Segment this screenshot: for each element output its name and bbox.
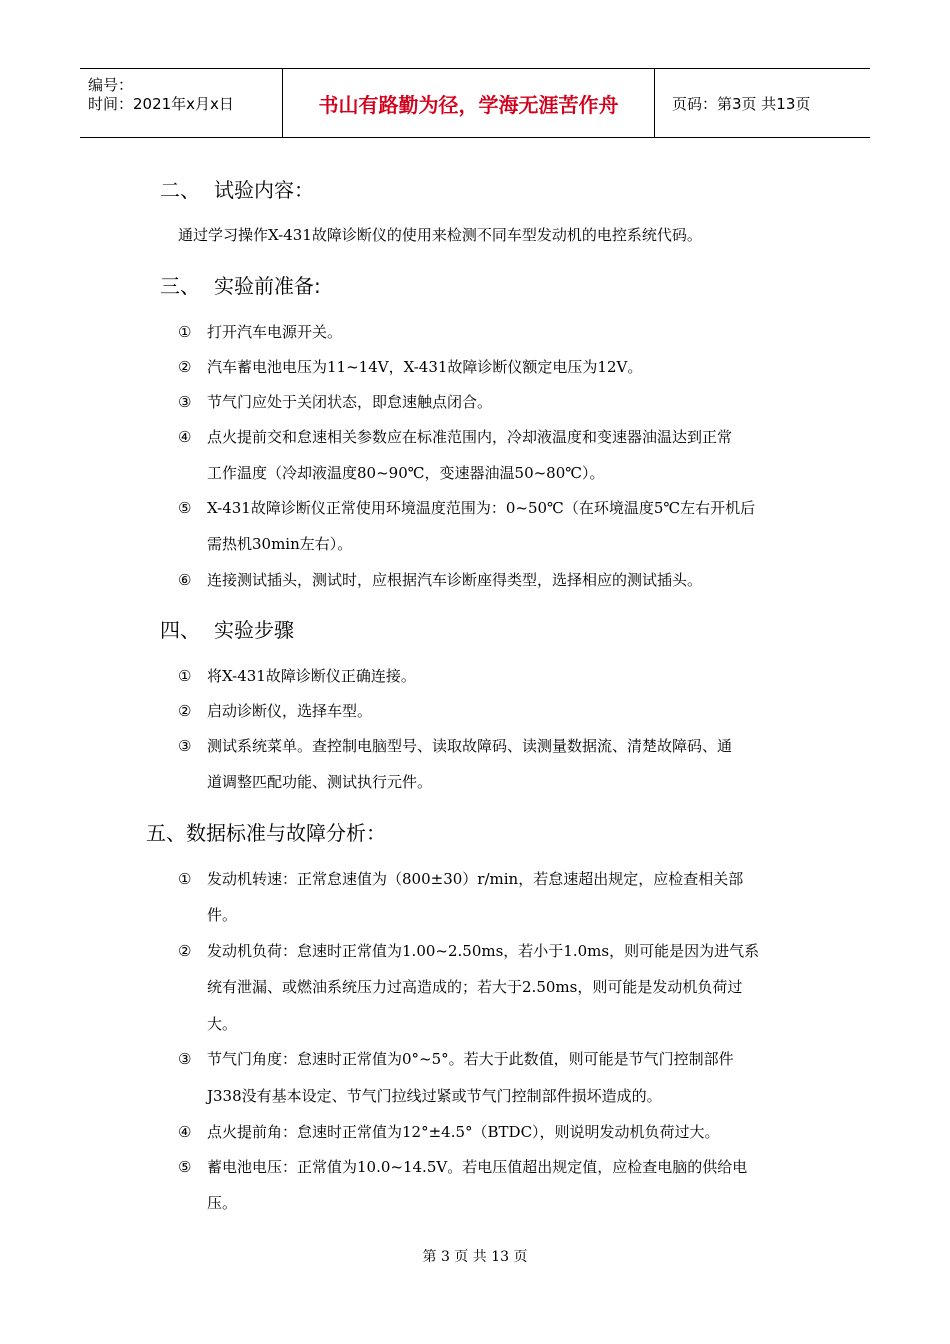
item-text: 点火提前交和怠速相关参数应在标准范围内，冷却液温度和变速器油温达到正常 <box>207 428 733 446</box>
item-text: 测试系统菜单。查控制电脑型号、读取故障码、读测量数据流、清楚故障码、通 <box>207 737 733 755</box>
list-item <box>178 569 702 590</box>
header-motto: 书山有路勤为径，学海无涯苦作舟 <box>283 69 655 137</box>
item-text: 打开汽车电源开关。 <box>207 323 343 341</box>
list-item <box>178 321 342 342</box>
list-item <box>178 1156 747 1177</box>
list-item <box>178 426 732 447</box>
header-meta-cell <box>80 69 283 137</box>
list-item <box>178 1048 734 1069</box>
item-continuation: 需热机30min左右）。 <box>207 535 353 553</box>
list-item <box>178 665 416 686</box>
item-continuation: 大。 <box>207 1015 238 1033</box>
item-text: 蓄电池电压：正常值为10.0~14.5V。若电压值超出规定值，应检查电脑的供给电 <box>207 1158 748 1176</box>
list-item <box>178 735 732 756</box>
section-title: 实验步骤 <box>214 618 294 642</box>
section-heading-5: 五、数据标准与故障分析： <box>146 821 386 845</box>
item-marker: ① <box>178 870 192 888</box>
item-text: 启动诊断仪，选择车型。 <box>207 702 373 720</box>
item-marker: ② <box>178 702 192 720</box>
section-number: 二、 <box>160 178 200 202</box>
item-continuation: 统有泄漏、或燃油系统压力过高造成的；若大于2.50ms，则可能是发动机负荷过 <box>207 978 743 996</box>
item-text: X-431故障诊断仪正常使用环境温度范围为：0~50℃（在环境温度5℃左右开机后 <box>207 499 756 517</box>
item-continuation: 道调整匹配功能、测试执行元件。 <box>207 773 433 791</box>
item-text: 将X-431故障诊断仪正确连接。 <box>207 667 416 685</box>
header-page-info <box>664 69 870 137</box>
page-footer: 第 3 页 共 13 页 <box>422 1249 528 1265</box>
item-marker: ③ <box>178 1050 192 1068</box>
item-marker: ⑥ <box>178 571 192 589</box>
item-marker: ⑤ <box>178 499 192 517</box>
item-text: 节气门应处于关闭状态，即怠速触点闭合。 <box>207 393 493 411</box>
section-title: 试验内容： <box>214 178 314 202</box>
time-label: 时间：2021年x月x日 <box>88 95 234 113</box>
item-text: 连接测试插头，测试时，应根据汽车诊断座得类型，选择相应的测试插头。 <box>207 571 703 589</box>
item-text: 节气门角度：怠速时正常值为0°~5°。若大于此数值，则可能是节气门控制部件 <box>207 1050 734 1068</box>
item-continuation: 工作温度（冷却液温度80~90℃，变速器油温50~80℃）。 <box>207 464 605 482</box>
item-marker: ② <box>178 358 192 376</box>
item-continuation: J338没有基本设定、节气门拉线过紧或节气门控制部件损坏造成的。 <box>207 1087 662 1105</box>
item-text: 点火提前角：怠速时正常值为12°±4.5°（BTDC），则说明发动机负荷过大。 <box>207 1123 720 1141</box>
section-heading-3 <box>160 270 321 299</box>
list-item <box>178 356 642 377</box>
item-marker: ① <box>178 323 192 341</box>
item-continuation: 压。 <box>207 1194 238 1212</box>
item-continuation: 件。 <box>207 906 238 924</box>
section-number: 三、 <box>160 274 200 298</box>
number-label: 编号： <box>88 76 134 94</box>
item-marker: ② <box>178 942 192 960</box>
item-text: 发动机转速：正常怠速值为（800±30）r/min，若怠速超出规定，应检查相关部 <box>207 870 744 888</box>
section-heading-4 <box>160 614 294 643</box>
item-marker: ① <box>178 667 192 685</box>
item-text: 发动机负荷：怠速时正常值为1.00~2.50ms，若小于1.0ms，则可能是因为进气系 <box>207 942 760 960</box>
list-item <box>178 700 372 721</box>
list-item <box>178 868 743 889</box>
page-info-text: 页码：第3页 共13页 <box>672 94 811 113</box>
list-item <box>178 1121 720 1142</box>
item-marker: ④ <box>178 428 192 446</box>
list-item <box>178 940 759 961</box>
list-item <box>178 391 492 412</box>
item-marker: ③ <box>178 737 192 755</box>
item-marker: ④ <box>178 1123 192 1141</box>
section-title: 实验前准备: <box>214 274 321 298</box>
item-marker: ⑤ <box>178 1158 192 1176</box>
section-2-body: 通过学习操作X-431故障诊断仪的使用来检测不同车型发动机的电控系统代码。 <box>178 226 702 244</box>
document-header <box>80 68 870 138</box>
section-number: 四、 <box>160 618 200 642</box>
list-item <box>178 497 755 518</box>
item-text: 汽车蓄电池电压为11~14V，X-431故障诊断仪额定电压为12V。 <box>207 358 643 376</box>
item-marker: ③ <box>178 393 192 411</box>
section-heading-2 <box>160 174 314 203</box>
